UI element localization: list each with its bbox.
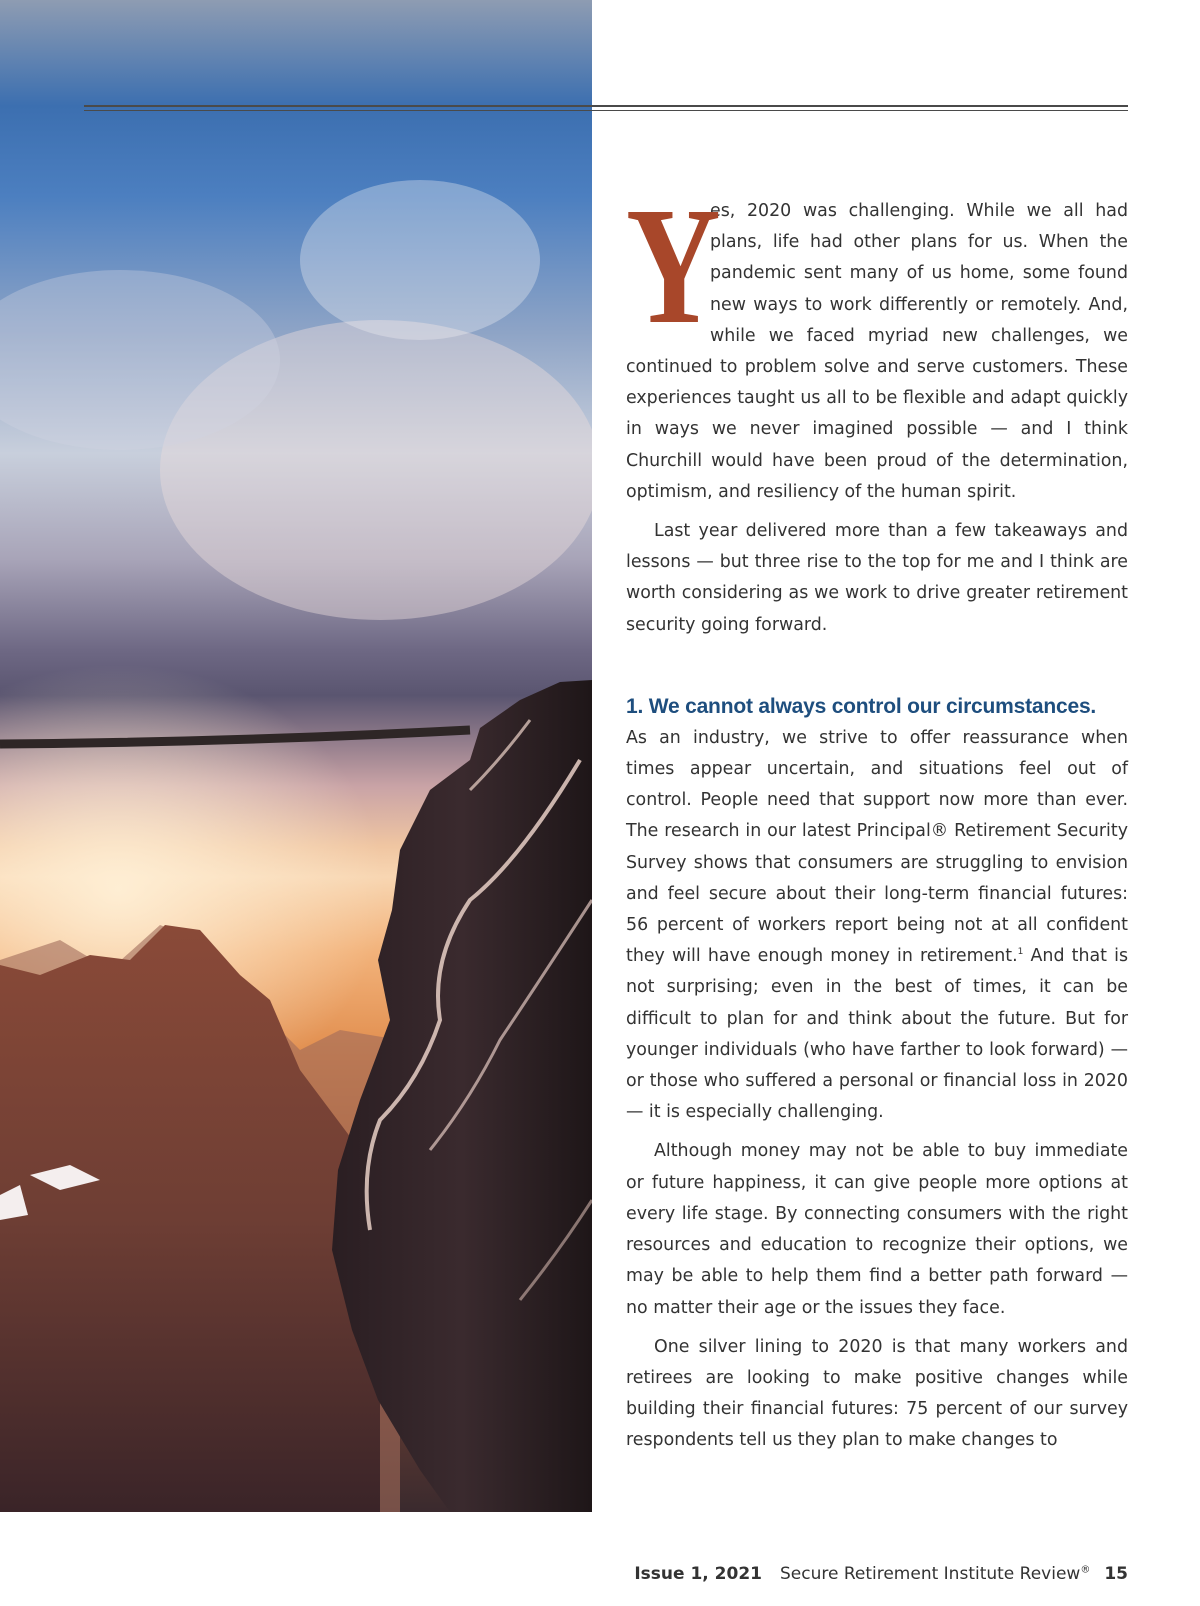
mountain-cliff-illustration [0,0,592,1512]
page-footer [634,1564,1128,1584]
drop-cap: Y [626,173,721,359]
body-paragraph [626,723,1128,1129]
section-heading: 1. We cannot always control our circumstances. [626,694,1097,718]
body-paragraph: Last year delivered more than a few takeaways and lessons — but three rise to the top for me and I think are worth considering as we work to drive greater retirement security going forward. [626,521,1128,635]
registered-mark: ® [1080,1564,1091,1576]
body-text: And that is not surprising; even in the best of times, it can be difficult to plan for and think about the future. But for younger individuals (who have farther to look forward) — or those who suffered a personal or financial loss in 2020 — it is especially challenging. [626,946,1129,1123]
publication-title: Secure Retirement Institute Review [779,1564,1081,1584]
body-paragraph: Although money may not be able to buy immediate or future happiness, it can give people more options at every life stage. By connecting consumers with the right resources and education to recognize their options, we may be able to help them find a better path forward — no matter their age or the issues they face. [626,1141,1128,1318]
header-rule [84,105,1128,107]
body-paragraph: One silver lining to 2020 is that many workers and retirees are looking to make positive changes while building their financial futures: 75 percent of our survey respondents tell us they plan to make changes to [626,1336,1128,1451]
header-rule [84,110,1128,111]
footnote-marker: 1 [1017,947,1024,958]
cloud-shape [300,180,540,340]
intro-text: es, 2020 was challenging. While we all had plans, life had other plans for us. When the pandemic sent many of us home, some found new ways to work differently or remotely. And, while we faced myriad new challenges, we continued to problem solve and serve customers. These experiences taught us all to be flexible and adapt quickly in ways we never imagined possible — and I think Churchill would have been proud of the determination, optimism, and resiliency of the human spirit. [626,201,1128,502]
article-body [626,173,1129,1465]
page-number: 15 [1104,1564,1128,1584]
intro-paragraph [626,173,1128,508]
issue-label: Issue 1, 2021 [634,1564,762,1584]
cover-photo [0,0,592,1512]
body-text: As an industry, we strive to offer reassurance when times appear uncertain, and situations feel out of control. People need that support now more than ever. The research in our latest Principal® Retirement Security Survey shows that consumers are struggling to envision and feel secure about their long-term financial futures: 56 percent of workers report being not at all confident they will have enough money in retirement. [626,727,1128,967]
